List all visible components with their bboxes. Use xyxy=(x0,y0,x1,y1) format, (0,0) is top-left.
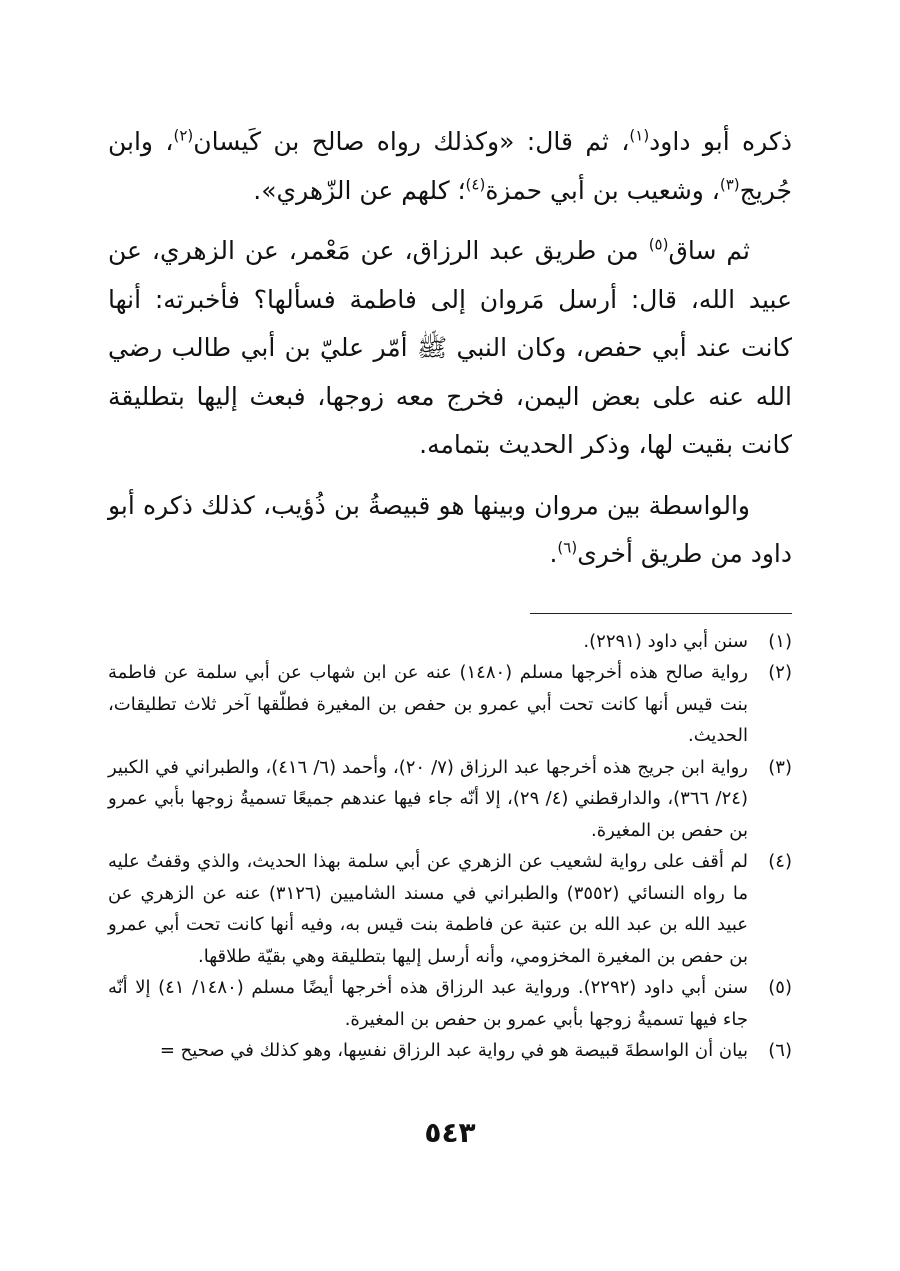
footnotes-list xyxy=(108,626,792,1067)
footnote-text: رواية ابن جريج هذه أخرجها عبد الرزاق (٧/ ٢٠)، وأحمد (٦/ ٤١٦)، والطبراني في الكبير (٢٤/ ٣٦٦)، والدارقطني (٤/ ٢٩)، إلا أنّه جاء فيها عندهم جميعًا تسميةُ زوجها بأبي عمرو بن حفص بن المغيرة. xyxy=(108,756,749,841)
paragraph-1-text-b: ، ثم قال: «وكذلك رواه صالح بن كَيسان xyxy=(193,127,630,156)
footnote-4 xyxy=(108,846,792,972)
page-number: ٥٤٣ xyxy=(424,1116,476,1149)
footnote-3 xyxy=(108,752,792,847)
page-content xyxy=(108,118,792,1067)
paragraph-3-text-b: . xyxy=(549,539,558,568)
paragraph-3 xyxy=(108,482,792,579)
footnote-1 xyxy=(108,626,792,658)
footnote-text: سنن أبي داود (٢٢٩١). xyxy=(583,630,748,652)
footnote-text: رواية صالح هذه أخرجها مسلم (١٤٨٠) عنه عن ابن شهاب عن أبي سلمة عن فاطمة بنت قيس أنها كانت تحت أبي عمرو بن حفص بن المغيرة فطلّقها آخر ثلاث تطليقات، الحديث. xyxy=(108,662,748,746)
paragraph-2 xyxy=(108,227,792,470)
footnote-ref-1[interactable]: (١) xyxy=(629,126,650,145)
paragraph-2-text-b: من طريق عبد الرزاق، عن مَعْمر، عن الزهري، عن عبيد الله، قال: أرسل مَروان إلى فاطمة فسألها؟ فأخبرته: أنها كانت عند أبي حفص، وكان النبي ﷺ أمّر عليّ بن أبي طالب رضي الله عنه على بعض اليمن، فخرج معه زوجها، فبعث إليها بتطليقة كانت بقيت لها، وذكر الحديث بتمامه. xyxy=(108,236,792,459)
paragraph-3-text-a: والواسطة بين مروان وبينها هو قبيصةُ بن ذُؤيب، كذلك ذكره أبو داود من طريق أخرى xyxy=(108,490,792,568)
paragraph-1-text-a: ذكره أبو داود xyxy=(649,127,792,156)
footnote-number: (٥) xyxy=(768,977,792,998)
footnote-ref-2[interactable]: (٢) xyxy=(173,126,194,145)
footnote-number: (٦) xyxy=(768,1040,792,1061)
footnote-number: (٤) xyxy=(768,851,792,872)
footnote-number: (٣) xyxy=(768,756,792,778)
footnote-6 xyxy=(108,1035,792,1067)
footnote-text: لم أقف على رواية لشعيب عن الزهري عن أبي سلمة بهذا الحديث، والذي وقفتُ عليه ما رواه النسائي (٣٥٥٢) والطبراني في مسند الشاميين (٣١٢٦) عنه عن الزهري عن عبيد الله بن عبد الله بن عتبة عن فاطمة بنت قيس به، وفيه أنها كانت تحت أبي عمرو بن حفص بن المغيرة المخزومي، وأنه أرسل إليها بتطليقة وهي بقيّة طلاقها. xyxy=(108,851,748,967)
paragraph-2-text-a: ثم ساق xyxy=(668,236,750,265)
footnote-ref-3[interactable]: (٣) xyxy=(719,175,740,194)
footnote-number: (١) xyxy=(768,630,792,652)
footnote-5 xyxy=(108,972,792,1035)
footnote-number: (٢) xyxy=(768,662,792,683)
paragraph-1-text-d: ، وشعيب بن أبي حمزة xyxy=(485,175,720,205)
footnote-2 xyxy=(108,657,792,752)
paragraph-1-text-c: ، وابن جُريج xyxy=(108,127,792,205)
footnote-separator xyxy=(530,613,792,614)
footnote-ref-5[interactable]: (٥) xyxy=(648,235,669,254)
paragraph-1-text-e: ؛ كلهم عن الزّهري». xyxy=(253,175,466,205)
paragraph-1 xyxy=(108,118,792,215)
footnote-text: سنن أبي داود (٢٢٩٢). ورواية عبد الرزاق هذه أخرجها أيضًا مسلم (١٤٨٠/ ٤١) إلا أنّه جاء فيها تسميةُ زوجها بأبي عمرو بن حفص بن المغيرة. xyxy=(108,977,748,1030)
footnote-ref-4[interactable]: (٤) xyxy=(465,175,486,194)
footnote-text: بيان أن الواسطةَ قبيصة هو في رواية عبد الرزاق نفسِها، وهو كذلك في صحيح = xyxy=(159,1040,748,1061)
footnote-ref-6[interactable]: (٦) xyxy=(557,538,578,557)
